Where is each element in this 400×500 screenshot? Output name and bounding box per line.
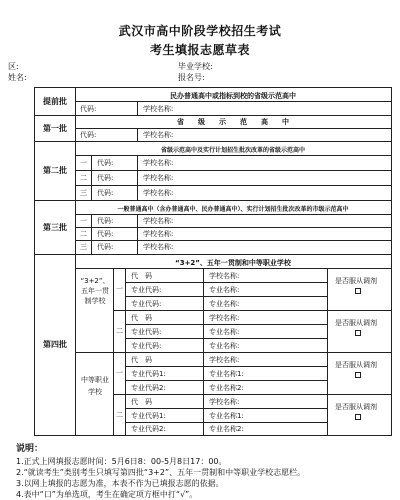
page-title: 武汉市高中阶段学校招生考试 xyxy=(118,24,282,38)
second-row-2-school-field[interactable]: 学校名称: xyxy=(143,174,174,182)
second-row-3-index: 三 xyxy=(80,189,87,197)
third-row-1-school-field[interactable]: 学校名称: xyxy=(143,217,174,225)
batch-fourth-label: 第四批 xyxy=(43,340,67,349)
fourth-g1-s2-adjust-checkbox[interactable] xyxy=(355,330,361,336)
graduation-school-label: 毕业学校: xyxy=(178,62,213,71)
fourth-g2-s2-major-name-2-field[interactable]: 专业名称2: xyxy=(209,425,244,433)
early-school-name-field[interactable]: 学校名称: xyxy=(143,105,174,113)
note-item: 1.正式上网填报志愿时间：5月6日8：00-5月8日17：00。 xyxy=(16,457,227,466)
fourth-g1-s1-adjust-label: 是否服从调剂 xyxy=(335,277,377,285)
fourth-g1-s2-major-code-field[interactable]: 专业代码: xyxy=(131,328,162,336)
second-row-3-code-field[interactable]: 代码: xyxy=(97,189,114,197)
fourth-g1-s2-major-code-field-2[interactable]: 专业代码: xyxy=(131,342,162,350)
fourth-g2-s2-adjust-checkbox[interactable] xyxy=(355,414,361,420)
second-row-2-code-field[interactable]: 代码: xyxy=(97,174,114,182)
fourth-g2-s2-code-field[interactable]: 代 码 xyxy=(131,398,152,406)
district-label: 区: xyxy=(8,62,19,71)
third-row-2-code-field[interactable]: 代码: xyxy=(97,230,114,238)
first-code-field[interactable]: 代码: xyxy=(80,131,97,139)
fourth-g1-s1-code-field[interactable]: 代 码 xyxy=(131,272,152,280)
second-row-1-index: 一 xyxy=(80,159,87,167)
third-row-3-code-field[interactable]: 代码: xyxy=(97,243,114,251)
early-code-field[interactable]: 代码: xyxy=(80,105,97,113)
fourth-g1-s2-code-field[interactable]: 代 码 xyxy=(131,314,152,322)
third-row-2-school-field[interactable]: 学校名称: xyxy=(143,230,174,238)
fourth-group-3plus2-label: “3+2”、五年一贯制学校 xyxy=(80,277,110,305)
application-form-table xyxy=(34,87,392,436)
fourth-g1-s2-adjust-label: 是否服从调剂 xyxy=(335,319,377,327)
note-item: 4.表中“口”为单选项，考生在确定项方框中打“√”。 xyxy=(16,490,198,499)
fourth-g1-s2-school-field[interactable]: 学校名称: xyxy=(209,314,240,322)
fourth-g1-s1-major-name-field[interactable]: 专业名称: xyxy=(209,286,240,294)
fourth-g1-s2-major-name-field[interactable]: 专业名称: xyxy=(209,328,240,336)
third-row-3-index: 三 xyxy=(80,243,87,251)
fourth-g1-row-1-index: 一 xyxy=(116,285,123,293)
fourth-batch-header: “3+2”、五年一贯制和中等职业学校 xyxy=(175,259,291,267)
fourth-g2-s2-adjust-label: 是否服从调剂 xyxy=(335,403,377,411)
fourth-g1-s1-major-code-field[interactable]: 专业代码: xyxy=(131,286,162,294)
fourth-g2-s2-major-code-1-field[interactable]: 专业代码1: xyxy=(131,412,166,420)
info-row-2 xyxy=(8,72,392,84)
fourth-g1-s1-school-field[interactable]: 学校名称: xyxy=(209,272,240,280)
fourth-g2-s1-adjust-checkbox[interactable] xyxy=(355,372,361,378)
fourth-g1-s1-adjust-checkbox[interactable] xyxy=(355,288,361,294)
fourth-g2-s1-major-name-2-field[interactable]: 专业名称2: xyxy=(209,384,244,392)
early-batch-header: 民办普通高中或指标到校的省级示范高中 xyxy=(170,92,296,100)
first-batch-header: 省 级 示 范 高 中 xyxy=(177,118,289,126)
note-item: 2.“就读考生”类别考生只填写第四批“3+2”、五年一贯制和中等职业学校志愿栏。 xyxy=(16,468,306,477)
fourth-g2-s1-school-field[interactable]: 学校名称: xyxy=(209,356,240,364)
fourth-g2-row-2-index: 二 xyxy=(116,411,123,419)
third-row-1-code-field[interactable]: 代码: xyxy=(97,217,114,225)
third-row-3-school-field[interactable]: 学校名称: xyxy=(143,243,174,251)
fourth-g2-s2-school-field[interactable]: 学校名称: xyxy=(209,398,240,406)
batch-third-label: 第三批 xyxy=(43,222,67,232)
fourth-g1-s1-major-code-field-2[interactable]: 专业代码: xyxy=(131,300,162,308)
fourth-g2-s1-code-field[interactable]: 代 码 xyxy=(131,356,152,364)
fourth-g1-s1-major-name-field-2[interactable]: 专业名称: xyxy=(209,300,240,308)
page-subtitle: 考生填报志愿草表 xyxy=(149,43,250,57)
fourth-g2-s1-major-name-1-field[interactable]: 专业名称1: xyxy=(209,370,244,378)
fourth-g2-s2-major-code-2-field[interactable]: 专业代码2: xyxy=(131,425,166,433)
second-row-2-index: 二 xyxy=(80,174,87,182)
third-row-2-index: 二 xyxy=(80,230,87,238)
second-row-1-code-field[interactable]: 代码: xyxy=(97,159,114,167)
fourth-group-vocational-label: 中等职业学校 xyxy=(81,376,109,396)
note-item: 3.以网上填报的志愿为准，本表不作为已填报志愿的依据。 xyxy=(16,479,224,488)
third-batch-header: 一般普通高中（含办普通高中、民办普通高中）、实行计划招生批次改革的市级示范高中 xyxy=(117,206,349,213)
batch-second-label: 第二批 xyxy=(43,166,67,175)
fourth-g2-s1-major-code-1-field[interactable]: 专业代码1: xyxy=(131,370,166,378)
fourth-g2-s2-major-name-1-field[interactable]: 专业名称1: xyxy=(209,412,244,420)
name-label: 姓名: xyxy=(8,73,27,82)
first-school-name-field[interactable]: 学校名称: xyxy=(143,131,174,139)
fourth-g2-s1-major-code-2-field[interactable]: 专业代码2: xyxy=(131,384,166,392)
second-row-3-school-field[interactable]: 学校名称: xyxy=(143,189,174,197)
exam-number-label: 报名号: xyxy=(178,73,205,82)
notes-heading: 说明： xyxy=(16,444,44,454)
notes-section xyxy=(16,444,392,500)
fourth-g2-s1-adjust-label: 是否服从调剂 xyxy=(335,361,377,369)
fourth-g1-row-2-index: 二 xyxy=(116,327,123,335)
fourth-g2-row-1-index: 一 xyxy=(116,369,123,377)
third-row-1-index: 一 xyxy=(80,217,87,225)
fourth-g1-s2-major-name-field-2[interactable]: 专业名称: xyxy=(209,342,240,350)
second-batch-header: 省级示范高中及实行计划招生批次改革的省级示范高中 xyxy=(160,147,305,154)
batch-first-label: 第一批 xyxy=(43,123,67,133)
batch-early-label: 提前批 xyxy=(43,97,67,106)
second-row-1-school-field[interactable]: 学校名称: xyxy=(143,159,174,167)
